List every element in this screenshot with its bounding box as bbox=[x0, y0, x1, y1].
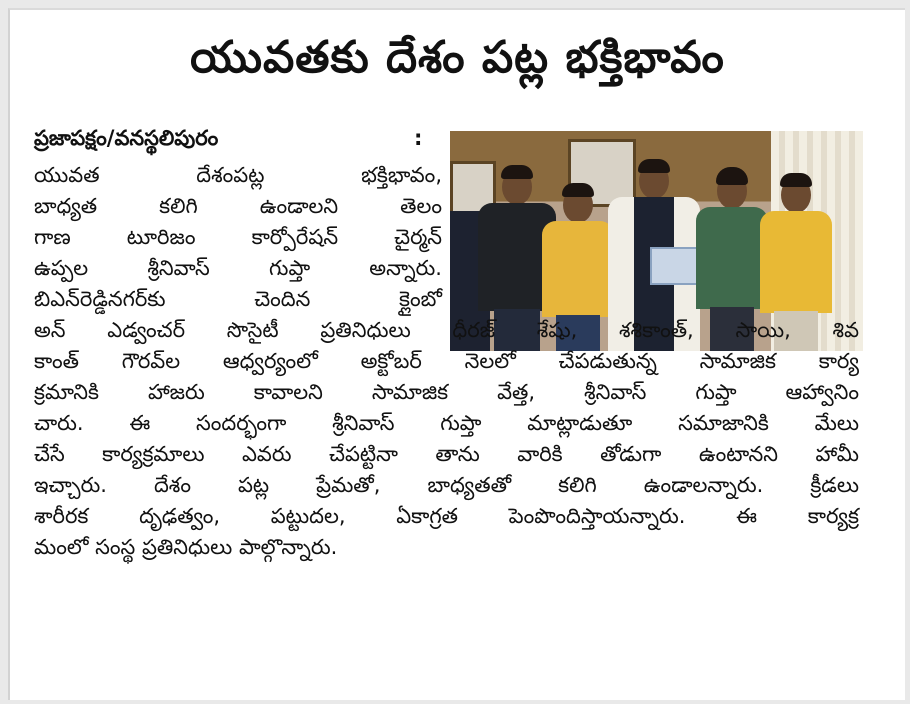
article-line: చారు. ఈ సందర్భంగా శ్రీనివాస్ గుప్తా మాట్లాడుతూ సమాజానికి మేలు bbox=[34, 411, 859, 435]
article-line: శారీరక దృఢత్వం, పట్టుదల, ఏకాగ్రత పెంపొందిస్తాయన్నారు. ఈ కార్యక్ర bbox=[34, 504, 859, 528]
article-line: ఇచ్చారు. దేశం పట్ల ప్రేమతో, బాధ్యతతో కలిగి ఉండాలన్నారు. క్రీడలు bbox=[34, 473, 859, 497]
article-line: యువత దేశంపట్ల భక్తిభావం, bbox=[34, 163, 442, 187]
article-headline: యువతకు దేశం పట్ల భక్తిభావం bbox=[190, 32, 725, 83]
article-line: బిఎన్‌రెడ్డినగర్‌కు చెందిన క్లైంబో bbox=[34, 287, 442, 311]
article-line: చేసే కార్యక్రమాలు ఎవరు చేపట్టినా తాను వారికి తోడుగా ఉంటానని హామీ bbox=[34, 442, 859, 466]
newspaper-clipping bbox=[8, 8, 905, 700]
article-line: ఉప్పల శ్రీనివాస్ గుప్తా అన్నారు. bbox=[34, 256, 442, 280]
article-line: బాధ్యత కలిగి ఉండాలని తెలం bbox=[34, 194, 442, 218]
article-line: కాంత్ గౌరవ్‌ల ఆధ్వర్యంలో అక్టోబర్ నెలలో చేపడుతున్న సామాజిక కార్య bbox=[34, 349, 859, 373]
article-line: అన్ ఎడ్వంచర్ సొసైటీ ప్రతినిధులు ధీరజ్ శేషు, శశికాంత్, సాయి, శివ bbox=[34, 318, 859, 342]
article-line: గాణ టూరిజం కార్పోరేషన్ చైర్మన్ bbox=[34, 225, 442, 249]
byline-text: ప్రజాపక్షం/వనస్థలిపురం bbox=[34, 126, 219, 150]
byline-colon: : bbox=[414, 126, 423, 150]
article-line: మంలో సంస్థ ప్రతినిధులు పాల్గొన్నారు. bbox=[34, 535, 338, 559]
article-byline bbox=[34, 126, 423, 156]
article-line: క్రమానికి హాజరు కావాలని సామాజిక వేత్త, శ్రీనివాస్ గుప్తా ఆహ్వానిం bbox=[34, 380, 859, 404]
